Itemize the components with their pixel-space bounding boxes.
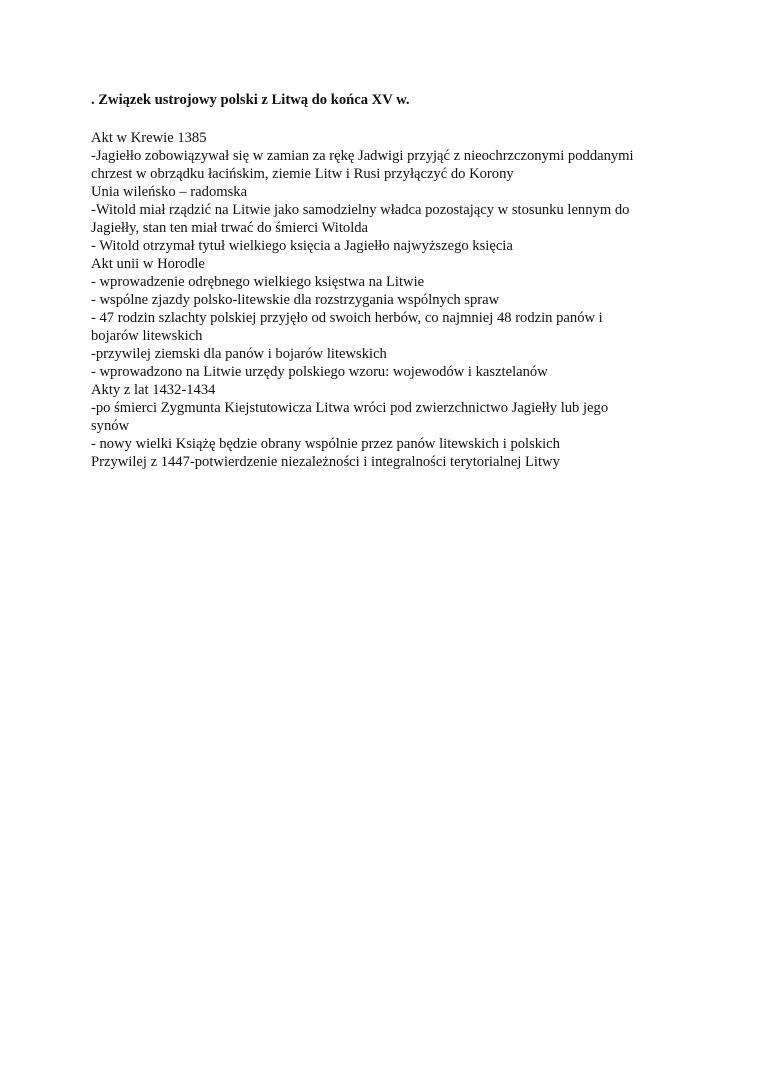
text-line: - wspólne zjazdy polsko-litewskie dla rozstrzygania wspólnych spraw bbox=[91, 292, 500, 308]
text-line: - wprowadzenie odrębnego wielkiego księstwa na Litwie bbox=[91, 274, 425, 290]
text-line: Akt unii w Horodle bbox=[91, 256, 205, 272]
text-line: - Witold otrzymał tytuł wielkiego księcia a Jagiełło najwyższego księcia bbox=[91, 238, 513, 254]
text-line: - nowy wielki Książę będzie obrany wspólnie przez panów litewskich i polskich bbox=[91, 436, 560, 452]
text-line: Akt w Krewie 1385 bbox=[91, 130, 207, 146]
text-line: synów bbox=[91, 418, 130, 434]
text-line: -po śmierci Zygmunta Kiejstutowicza Litwa wróci pod zwierzchnictwo Jagiełły lub jego bbox=[91, 400, 609, 416]
text-line: -przywilej ziemski dla panów i bojarów litewskich bbox=[91, 346, 387, 362]
text-line: chrzest w obrządku łacińskim, ziemie Litw i Rusi przyłączyć do Korony bbox=[91, 166, 514, 182]
document-body bbox=[91, 91, 681, 471]
title-spacer bbox=[91, 109, 681, 129]
document-title: . Związek ustrojowy polski z Litwą do końca XV w. bbox=[91, 92, 410, 108]
text-line: Akty z lat 1432-1434 bbox=[91, 382, 216, 398]
text-line: -Jagiełło zobowiązywał się w zamian za rękę Jadwigi przyjąć z nieochrzczonymi poddanymi bbox=[91, 148, 634, 164]
text-line: Unia wileńsko – radomska bbox=[91, 184, 248, 200]
text-line: Jagiełły, stan ten miał trwać do śmierci Witolda bbox=[91, 220, 369, 236]
text-line: Przywilej z 1447-potwierdzenie niezależności i integralności terytorialnej Litwy bbox=[91, 454, 560, 470]
text-line: -Witold miał rządzić na Litwie jako samodzielny władca pozostający w stosunku lennym do bbox=[91, 202, 630, 218]
text-line: - 47 rodzin szlachty polskiej przyjęło od swoich herbów, co najmniej 48 rodzin panów i bbox=[91, 310, 603, 326]
text-line: bojarów litewskich bbox=[91, 328, 203, 344]
text-line: - wprowadzono na Litwie urzędy polskiego wzoru: wojewodów i kasztelanów bbox=[91, 364, 548, 380]
